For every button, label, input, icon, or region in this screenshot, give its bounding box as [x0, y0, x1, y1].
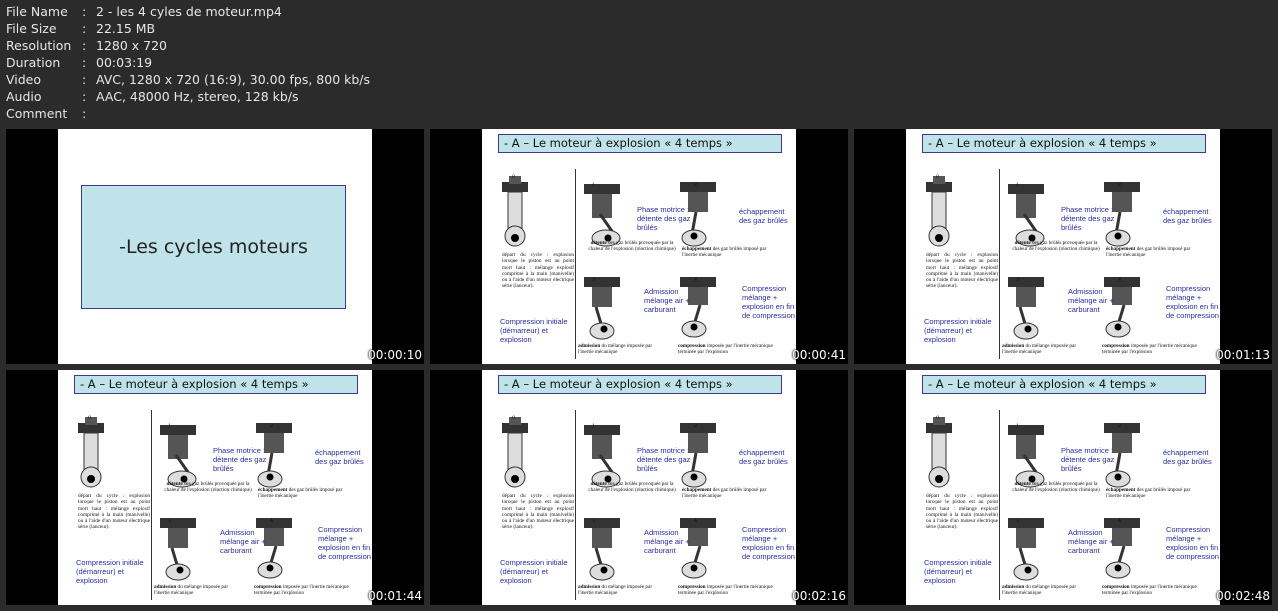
caption-step1-rest: des gaz brûlés provoquée par la chaleur de l'explosion (réaction chimique) [1012, 240, 1100, 253]
engine-step3-icon [1006, 510, 1046, 585]
step-1-number: 1 [1016, 423, 1020, 429]
caption-step2-rest: des gaz brûlés imposé par l'inertie mécanique [1106, 246, 1191, 259]
step-2-number: 2 [694, 423, 698, 429]
engine-start-icon [500, 174, 530, 254]
engine-start-icon [924, 415, 954, 495]
step-0-number: 0 [512, 415, 516, 421]
slide-intro [58, 129, 372, 364]
step-3-number: 3 [1016, 277, 1020, 283]
side-description: départ du cycle : explosion lorsque le piston est au point mort haut : mélange explosif comprimé à la main (manivelle) ou à l'aide d'un moteur électrique série (lanceur). [502, 493, 574, 531]
slide-divider [575, 169, 576, 359]
caption-step3-rest: du mélange imposée par l'inertie mécanique [578, 343, 653, 356]
file-info-key: File Size [6, 21, 57, 36]
video-thumbnail[interactable] [6, 370, 424, 605]
caption-step2 [682, 487, 770, 499]
caption-step3 [1002, 584, 1090, 596]
step3-label: Admission mélange air + carburant [644, 528, 690, 555]
step1-label: Phase motrice : détente des gaz brûlés [1061, 205, 1115, 232]
slide-title: - A – Le moteur à explosion « 4 temps » [74, 375, 358, 394]
caption-step1-bold: détente [590, 481, 607, 487]
caption-step3-bold: admission [1002, 343, 1025, 349]
caption-step2 [1106, 246, 1194, 258]
side-description: départ du cycle : explosion lorsque le piston est au point mort haut : mélange explosif comprimé à la main (manivelle) ou à l'aide d'un moteur électrique série (lanceur). [926, 252, 998, 290]
caption-step3-bold: admission [1002, 584, 1025, 590]
step3-label: Admission mélange air + carburant [220, 528, 266, 555]
step4-label: Compression mélange + explosion en fin de compression [318, 525, 371, 561]
caption-step4-rest: imposée par l'inertie mécanique terminée par l'explosion [678, 343, 773, 356]
caption-step3-rest: du mélange imposée par l'inertie mécanique [1002, 584, 1077, 597]
video-thumbnail[interactable] [430, 129, 848, 364]
caption-step1-bold: détente [1014, 481, 1031, 487]
step-1-number: 1 [592, 423, 596, 429]
step3-label: Admission mélange air + carburant [1068, 528, 1114, 555]
step0-label: Compression initiale (démarreur) et explosion [924, 558, 992, 585]
file-info-value: AVC, 1280 x 720 (16:9), 30.00 fps, 800 kb/s [96, 72, 371, 87]
file-info-row [6, 105, 370, 122]
step-0-number: 0 [936, 174, 940, 180]
slide-content [58, 370, 372, 605]
caption-step4 [678, 584, 778, 596]
file-info-panel [6, 3, 370, 122]
file-info-row [6, 20, 370, 37]
step-4-number: 4 [694, 277, 698, 283]
caption-step4-bold: compression [254, 584, 282, 590]
step-4-number: 4 [1118, 277, 1122, 283]
caption-step1-bold: détente [166, 481, 183, 487]
step2-label: échappement des gaz brûlés [739, 207, 788, 225]
caption-step1-rest: des gaz brûlés provoquée par la chaleur de l'explosion (réaction chimique) [164, 481, 252, 494]
caption-step2 [1106, 487, 1194, 499]
step0-label: Compression initiale (démarreur) et explosion [500, 558, 568, 585]
engine-step3-icon [582, 269, 622, 344]
step-3-number: 3 [1016, 518, 1020, 524]
slide-divider [151, 410, 152, 600]
step-4-number: 4 [270, 518, 274, 524]
slide-title: - A – Le moteur à explosion « 4 temps » [498, 134, 782, 153]
file-info-value: 22.15 MB [96, 21, 156, 36]
step2-label: échappement des gaz brûlés [1163, 448, 1212, 466]
caption-step1-rest: des gaz brûlés provoquée par la chaleur de l'explosion (réaction chimique) [588, 481, 676, 494]
thumbnail-timestamp: 00:01:13 [1216, 348, 1270, 362]
side-description: départ du cycle : explosion lorsque le piston est au point mort haut : mélange explosif comprimé à la main (manivelle) ou à l'aide d'un moteur électrique série (lanceur). [78, 493, 150, 531]
caption-step2-bold: échappement [258, 487, 288, 493]
file-info-separator: : [82, 89, 87, 104]
video-thumbnail[interactable] [854, 370, 1272, 605]
caption-step1 [164, 481, 252, 493]
caption-step2-rest: des gaz brûlés imposé par l'inertie mécanique [682, 487, 767, 500]
file-info-key: File Name [6, 4, 68, 19]
caption-step3 [1002, 343, 1090, 355]
video-thumbnail[interactable] [430, 370, 848, 605]
step-2-number: 2 [270, 423, 274, 429]
caption-step4-rest: imposée par l'inertie mécanique terminée par l'explosion [1102, 584, 1197, 597]
slide-divider [575, 410, 576, 600]
caption-step4-rest: imposée par l'inertie mécanique terminée par l'explosion [678, 584, 773, 597]
step3-label: Admission mélange air + carburant [644, 287, 690, 314]
file-info-separator: : [82, 55, 87, 70]
caption-step4-rest: imposée par l'inertie mécanique terminée par l'explosion [1102, 343, 1197, 356]
caption-step4 [1102, 584, 1202, 596]
file-info-value: AAC, 48000 Hz, stereo, 128 kb/s [96, 89, 299, 104]
engine-start-icon [500, 415, 530, 495]
step-2-number: 2 [694, 182, 698, 188]
caption-step4 [1102, 343, 1202, 355]
file-info-row [6, 88, 370, 105]
file-info-key: Audio [6, 89, 42, 104]
caption-step3-rest: du mélange imposée par l'inertie mécanique [154, 584, 229, 597]
caption-step4 [254, 584, 354, 596]
file-info-row [6, 3, 370, 20]
step-4-number: 4 [694, 518, 698, 524]
caption-step4-rest: imposée par l'inertie mécanique terminée par l'explosion [254, 584, 349, 597]
file-info-value: 00:03:19 [96, 55, 153, 70]
caption-step1-bold: détente [1014, 240, 1031, 246]
slide-content [906, 129, 1220, 364]
caption-step2-bold: échappement [682, 246, 712, 252]
step3-label: Admission mélange air + carburant [1068, 287, 1114, 314]
caption-step2 [682, 246, 770, 258]
step1-label: Phase motrice : détente des gaz brûlés [637, 205, 691, 232]
slide-divider [999, 169, 1000, 359]
caption-step2-bold: échappement [682, 487, 712, 493]
caption-step4-bold: compression [1102, 343, 1130, 349]
caption-step2-bold: échappement [1106, 246, 1136, 252]
step-1-number: 1 [168, 423, 172, 429]
file-info-separator: : [82, 72, 87, 87]
step0-label: Compression initiale (démarreur) et explosion [500, 317, 568, 344]
file-info-value: 2 - les 4 cyles de moteur.mp4 [96, 4, 282, 19]
step0-label: Compression initiale (démarreur) et explosion [924, 317, 992, 344]
step-0-number: 0 [88, 415, 92, 421]
caption-step4-bold: compression [1102, 584, 1130, 590]
step2-label: échappement des gaz brûlés [739, 448, 788, 466]
step1-label: Phase motrice : détente des gaz brûlés [213, 446, 267, 473]
engine-step3-icon [582, 510, 622, 585]
caption-step4 [678, 343, 778, 355]
caption-step3 [578, 584, 666, 596]
step-0-number: 0 [512, 174, 516, 180]
thumbnail-timestamp: 00:00:10 [368, 348, 422, 362]
file-info-row [6, 37, 370, 54]
caption-step4-bold: compression [678, 584, 706, 590]
thumbnail-timestamp: 00:02:16 [792, 589, 846, 603]
thumbnail-timestamp: 00:01:44 [368, 589, 422, 603]
caption-step1-rest: des gaz brûlés provoquée par la chaleur de l'explosion (réaction chimique) [588, 240, 676, 253]
step0-label: Compression initiale (démarreur) et explosion [76, 558, 144, 585]
caption-step3-bold: admission [578, 343, 601, 349]
engine-step3-icon [158, 510, 198, 585]
step1-label: Phase motrice : détente des gaz brûlés [1061, 446, 1115, 473]
file-info-value: 1280 x 720 [96, 38, 168, 53]
thumbnail-timestamp: 00:00:41 [792, 348, 846, 362]
step4-label: Compression mélange + explosion en fin de compression [742, 525, 795, 561]
step-4-number: 4 [1118, 518, 1122, 524]
step-2-number: 2 [1118, 423, 1122, 429]
step-0-number: 0 [936, 415, 940, 421]
caption-step3-bold: admission [578, 584, 601, 590]
step2-label: échappement des gaz brûlés [1163, 207, 1212, 225]
caption-step1 [1012, 481, 1100, 493]
caption-step4-bold: compression [678, 343, 706, 349]
video-thumbnail[interactable] [854, 129, 1272, 364]
caption-step3 [578, 343, 666, 355]
step-3-number: 3 [168, 518, 172, 524]
side-description: départ du cycle : explosion lorsque le piston est au point mort haut : mélange explosif comprimé à la main (manivelle) ou à l'aide d'un moteur électrique série (lanceur). [502, 252, 574, 290]
step4-label: Compression mélange + explosion en fin de compression [742, 284, 795, 320]
step4-label: Compression mélange + explosion en fin de compression [1166, 525, 1219, 561]
caption-step1-rest: des gaz brûlés provoquée par la chaleur de l'explosion (réaction chimique) [1012, 481, 1100, 494]
file-info-separator: : [82, 21, 87, 36]
step-2-number: 2 [1118, 182, 1122, 188]
caption-step2-rest: des gaz brûlés imposé par l'inertie mécanique [1106, 487, 1191, 500]
step-1-number: 1 [592, 182, 596, 188]
step1-label: Phase motrice : détente des gaz brûlés [637, 446, 691, 473]
slide-title: - A – Le moteur à explosion « 4 temps » [498, 375, 782, 394]
caption-step3 [154, 584, 242, 596]
step-3-number: 3 [592, 277, 596, 283]
thumbnail-timestamp: 00:02:48 [1216, 589, 1270, 603]
file-info-row [6, 54, 370, 71]
file-info-key: Duration [6, 55, 61, 70]
caption-step1 [588, 481, 676, 493]
slide-content [482, 129, 796, 364]
file-info-key: Resolution [6, 38, 72, 53]
engine-start-icon [924, 174, 954, 254]
engine-step3-icon [1006, 269, 1046, 344]
caption-step3-rest: du mélange imposée par l'inertie mécanique [1002, 343, 1077, 356]
step2-label: échappement des gaz brûlés [315, 448, 364, 466]
slide-divider [999, 410, 1000, 600]
step-3-number: 3 [592, 518, 596, 524]
caption-step2 [258, 487, 346, 499]
file-info-separator: : [82, 4, 87, 19]
slide-title: - A – Le moteur à explosion « 4 temps » [922, 134, 1206, 153]
caption-step2-rest: des gaz brûlés imposé par l'inertie mécanique [258, 487, 343, 500]
caption-step3-rest: du mélange imposée par l'inertie mécanique [578, 584, 653, 597]
caption-step2-rest: des gaz brûlés imposé par l'inertie mécanique [682, 246, 767, 259]
intro-title: -Les cycles moteurs [119, 236, 308, 258]
slide-content [482, 370, 796, 605]
caption-step3-bold: admission [154, 584, 177, 590]
step-1-number: 1 [1016, 182, 1020, 188]
intro-title-box [81, 185, 346, 309]
file-info-key: Video [6, 72, 42, 87]
video-thumbnail[interactable] [6, 129, 424, 364]
caption-step2-bold: échappement [1106, 487, 1136, 493]
step4-label: Compression mélange + explosion en fin de compression [1166, 284, 1219, 320]
slide-content [906, 370, 1220, 605]
file-info-key: Comment [6, 106, 68, 121]
file-info-separator: : [82, 38, 87, 53]
caption-step1 [588, 240, 676, 252]
side-description: départ du cycle : explosion lorsque le piston est au point mort haut : mélange explosif comprimé à la main (manivelle) ou à l'aide d'un moteur électrique série (lanceur). [926, 493, 998, 531]
slide-title: - A – Le moteur à explosion « 4 temps » [922, 375, 1206, 394]
caption-step1-bold: détente [590, 240, 607, 246]
caption-step1 [1012, 240, 1100, 252]
engine-start-icon [76, 415, 106, 495]
file-info-row [6, 71, 370, 88]
file-info-separator: : [82, 106, 87, 121]
